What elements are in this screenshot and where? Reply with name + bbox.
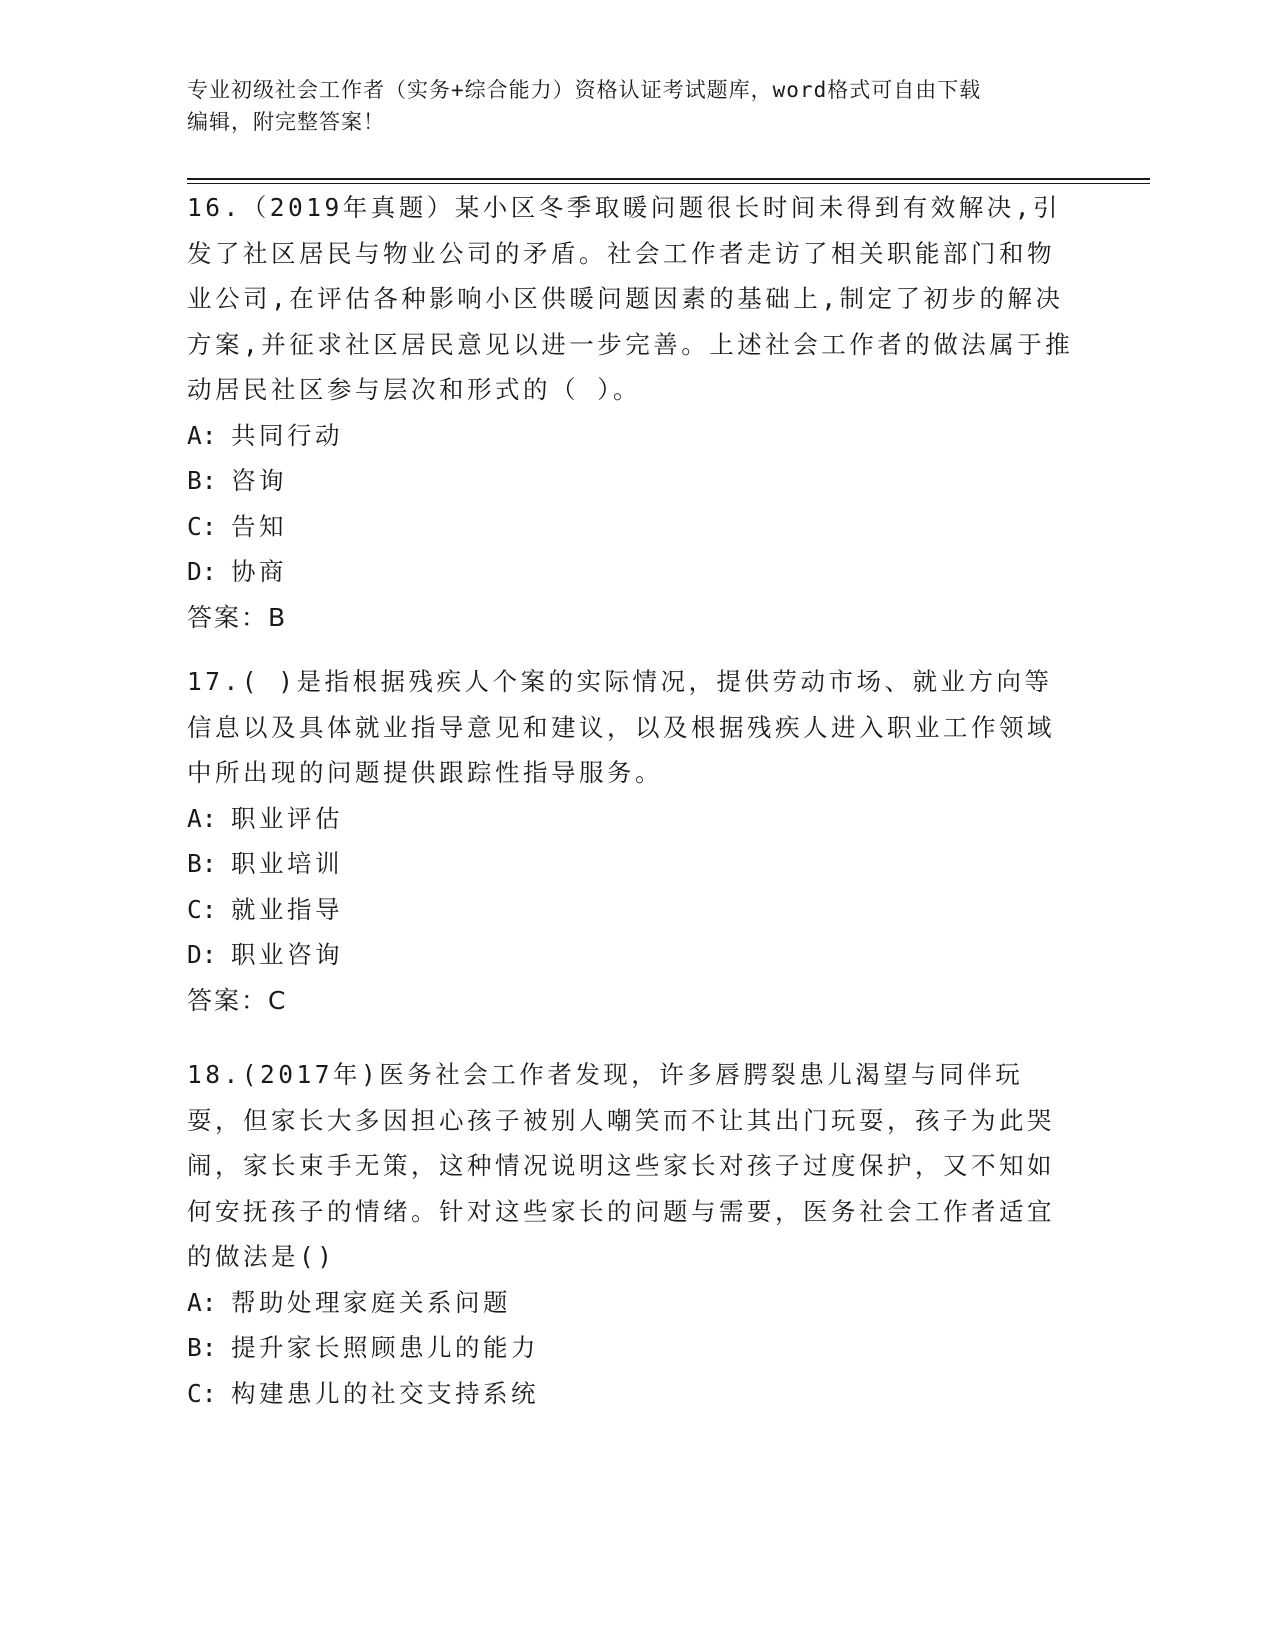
option-text: 帮助处理家庭关系问题 — [231, 1287, 511, 1317]
option-c — [187, 504, 1077, 550]
option-key: B: — [187, 1333, 217, 1362]
option-text: 职业评估 — [231, 803, 343, 833]
option-b — [187, 458, 1077, 504]
option-text: 提升家长照顾患儿的能力 — [231, 1333, 539, 1362]
option-c — [187, 1371, 1077, 1417]
option-key: B: — [187, 466, 217, 495]
header-line-2: 编辑，附完整答案！ — [187, 110, 385, 134]
option-text: 共同行动 — [231, 420, 343, 450]
option-b — [187, 1325, 1077, 1371]
option-key: D: — [187, 557, 217, 586]
header-divider-thick — [187, 178, 1150, 180]
answer-line: 答案：C — [187, 985, 288, 1015]
option-key: C: — [187, 1378, 217, 1408]
question-16 — [187, 185, 1077, 640]
question-17 — [187, 659, 1077, 1023]
header-divider-thin — [187, 183, 1150, 184]
option-key: A: — [187, 420, 217, 450]
option-text: 职业咨询 — [231, 940, 343, 969]
option-a — [187, 413, 1077, 459]
header-line-1: 专业初级社会工作者（实务+综合能力）资格认证考试题库，word格式可自由下载 — [187, 78, 982, 102]
option-key: A: — [187, 1287, 217, 1317]
option-text: 构建患儿的社交支持系统 — [231, 1378, 539, 1408]
option-key: D: — [187, 940, 217, 969]
answer-line: 答案：B — [187, 602, 288, 632]
option-a — [187, 796, 1077, 842]
option-text: 就业指导 — [231, 894, 343, 924]
option-text: 职业培训 — [231, 849, 343, 878]
option-key: C: — [187, 894, 217, 924]
option-c — [187, 887, 1077, 933]
option-b — [187, 841, 1077, 887]
question-stem: 17.( )是指根据残疾人个案的实际情况，提供劳动市场、就业方向等信息以及具体就业指导意见和建议，以及根据残疾人进入职业工作领域中所出现的问题提供跟踪性指导服务。 — [187, 667, 1055, 787]
option-text: 协商 — [231, 557, 287, 586]
question-stem: 16.（2019年真题）某小区冬季取暖问题很长时间未得到有效解决,引发了社区居民与物业公司的矛盾。社会工作者走访了相关职能部门和物业公司,在评估各种影响小区供暖问题因素的基础上,制定了初步的解决方案,并征求社区居民意见以进一步完善。上述社会工作者的做法属于推动居民社区参与层次和形式的（ ）。 — [187, 193, 1074, 404]
option-text: 告知 — [231, 511, 287, 541]
option-d — [187, 549, 1077, 595]
option-text: 咨询 — [231, 466, 287, 495]
option-key: B: — [187, 849, 217, 878]
question-stem: 18.(2017年)医务社会工作者发现，许多唇腭裂患儿渴望与同伴玩耍，但家长大多因担心孩子被别人嘲笑而不让其出门玩耍，孩子为此哭闹，家长束手无策，这种情况说明这些家长对孩子过度保护，又不知如何安抚孩子的情绪。针对这些家长的问题与需要，医务社会工作者适宜的做法是() — [187, 1060, 1055, 1271]
page-header — [187, 74, 1087, 138]
option-a — [187, 1280, 1077, 1326]
option-key: A: — [187, 803, 217, 833]
question-18 — [187, 1052, 1077, 1416]
option-d — [187, 932, 1077, 978]
option-key: C: — [187, 511, 217, 541]
